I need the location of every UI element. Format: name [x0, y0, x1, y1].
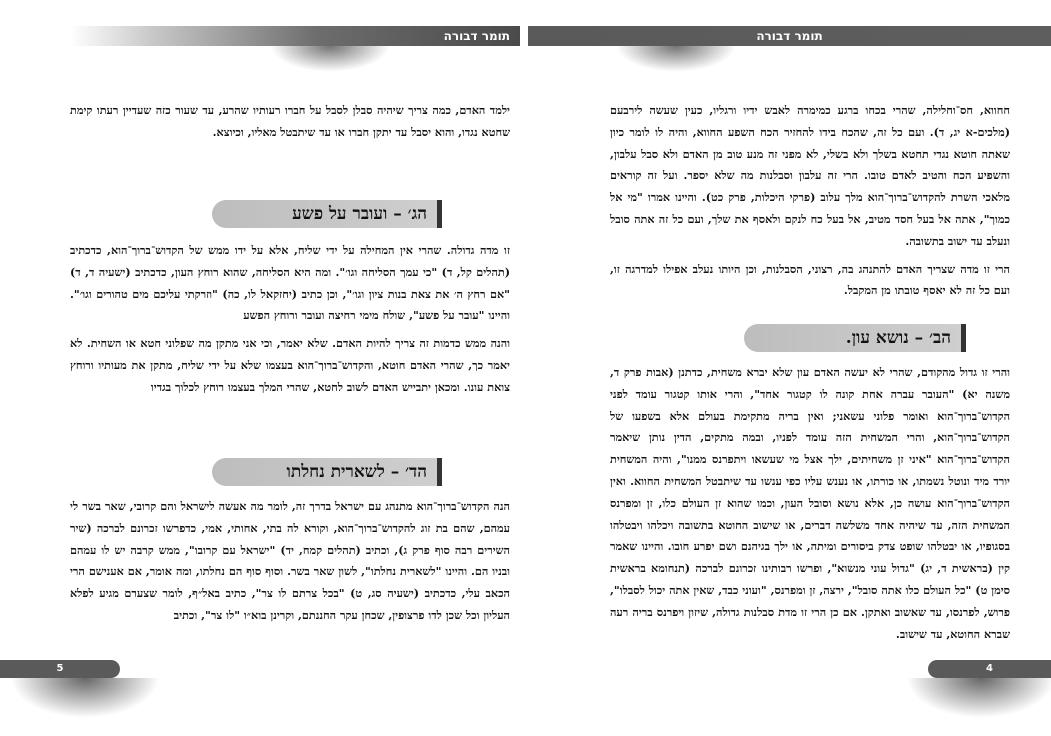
page-number: 5 — [0, 660, 120, 678]
intro-body — [610, 100, 1010, 308]
running-header: תומר דבורה — [528, 26, 1051, 46]
section-3-body — [70, 240, 510, 405]
footer-shadow — [10, 678, 160, 718]
paragraph: והנה ממש כדמות זה צריך להיות האדם. שלא יאמר, וכי אני מתקן מה שפלוני חטא או השחית. לא יאמר כך, שהרי האדם חוטא, והקדוש־ברוך־הוא בעצמו שלא על ידי שליח, מתקן את מעותיו ורוחץ צואת עונו. ומכאן יתבייש האדם לשוב לחטא, שהרי המלך בעצמו רוחץ לכלוך בגדיו — [70, 336, 510, 394]
section-4-body: הנה הקדוש־ברוך־הוא מתנהג עם ישראל בדרך זה, לומר מה אעשה לישראל והם קרובי, שאר בשר לי עמהם, שהם בת זוג להקדוש־ברוך־הוא, וקורא לה בתי, אחותי, אמי, כדפרשו זכרונם לברכה (שיר השירים רבה סוף פרק ג), וכתיב (תהלים קמח, יד) "ישראל עם קרובו", ממש קרבה יש לו עמהם ובניו הם. והיינו "לשארית נחלתו", לשון שאר בשר. וסוף סוף הם נחלתו, ומה אומר, אם אענישם הרי הכאב עלי, כדכתיב (ישעיה סג, ט) "בכל צרתם לו צר", כתיב באל״ף, לומר שצערם מגיע לפלא העליון וכל שכן לדו פרצופין, שכחן עקר החננתם, וקרינן בוא״ו "לו צר", וכתיב — [70, 499, 510, 622]
header-shadow — [270, 46, 390, 72]
section-heading-3: הג׳ – ועובר על פשע — [212, 200, 442, 228]
footer-shadow — [906, 678, 1051, 718]
paragraph: זו מדה גדולה. שהרי אין המחילה על ידי שליח, אלא על ידו ממש של הקדוש־ברוך־הוא, כדכתיב (תהלים קל, ד) "כי עמך הסליחה וגו׳". ומה היא הסליחה, שהוא רוחץ העון, כדכתיב (ישעיה ד, ד) "אם רחץ ה׳ את צאת בנות ציון וגו׳", וכן כתיב (יחזקאל לו, כה) "וזרקתי עליכם מים טהורים וגו׳". והיינו "עובר על פשע", שולח מימי רחיצה ועובר ורוחץ הפשע — [70, 243, 510, 323]
section-2-body: והרי זו גדול מהקודם, שהרי לא יעשה האדם עון שלא יברא משחית, כדתנן (אבות פרק ד, משנה יא) "העובר עברה אחת קונה לו קטגור אחד", והרי אותו קטגור עומד לפני הקדוש־ברוך־הוא ואומר פלוני עשאני; ואין בריה מתקימת בעולם אלא בשפעו של הקדוש־ברוך־הוא, והרי המשחית הזה עומד לפניו, ובמה מתקים, הדין נותן שיאמר הקדוש־ברוך־הוא "איני זן משחיתים, ילך אצל מי שעשאו ויתפרנס ממנו", והיה המשחית יורד מיד ונוטל נשמתו, או כורתו, או נענש עליו כפי ענשו עד שיתבטל המשחית החווא. ואין הקדוש־ברוך־הוא עושה כן, אלא נושא וסובל העון, וכמו שהוא זן העולם כלו, זן ומפרנס המשחית הזה, עד שיהיה אחד משלשה דברים, או שישוב החוטא בתשובה ויכלהו ויבטלהו בסגופיו, או יבטלהו שופט צדק ביסורים ומיתה, או ילך בגיהנם ושם יפרע חובו. והיינו שאמר קין (בראשית ד, יג) "גדול עוני מנשוא", ופרשו רבותינו זכרונם לברכה (תנחומא בראשית סימן ט) "כל העולם כלו אתה סובל", ירצה, זן ומפרנס, "ועוני כבד, שאין אתה יכול לסבלו", פרוש, לפרנסו, עד שאשוב ואתקן. אם כן הרי זו מדת סבלנות גדולה, שיזון ויפרנס בריה רעה שברא החוטא, עד שישוב. — [610, 365, 1010, 641]
section-heading-2: הב׳ – נושא עון. — [744, 324, 966, 352]
running-header: תומר דבורה — [70, 26, 520, 46]
paragraph: חחווא, חס־וחלילה, שהרי בכחו ברגע כמימרה לאבש ידיו ורגליו, כעין שעשה לירבעם (מלכים-א יג, ד). ועם כל זה, שהכח בידו להחזיר הכח השפע החווא, והיה לו לומר כיון שאתה חוטא נגדי תחטא בשלך ולא בשלי, לא מפני זה מנע טוב מן האדם ולא סבל עלבון, והשפיע הכח והטיב לאדם טובו. הרי זה עלבון וסבלנות מה שלא יספר. ועל זה קוראים מלאכי השרת להקדוש־ברוך־הוא מלך עלוב (פרקי היכלות, פרק כט). והיינו אמרו "מי אל כמוך", אתה אל בעל חסד מטיב, אל בעל כח לנקם ולאסף את שלך, ועם כל זה אתה סובל ונעלב עד ישוב בתשובה. — [610, 103, 1010, 248]
right-page — [526, 0, 1051, 736]
intro-paragraph: ילמד האדם, כמה צריך שיהיה סבלן לסבל על חברו רעותיו שהרע, עד שעור כזה שעדיין רעתו קימת שחטא נגדו, והוא יסבל עד יתקן חברו או עד שיתבטל מאליו, וכיוצא. — [70, 103, 510, 139]
section-heading-4: הד׳ – לשארית נחלתו — [212, 458, 442, 486]
left-page — [0, 0, 525, 736]
paragraph: הרי זו מדה שצריך האדם להתנהג בה, רצוני, הסבלנות, וכן היותו נעלב אפילו למדרגה זו, ועם כל זה לא יאסף טובתו מן המקבל. — [610, 261, 1010, 298]
header-shadow — [616, 46, 736, 72]
page-number: 4 — [928, 660, 1051, 678]
